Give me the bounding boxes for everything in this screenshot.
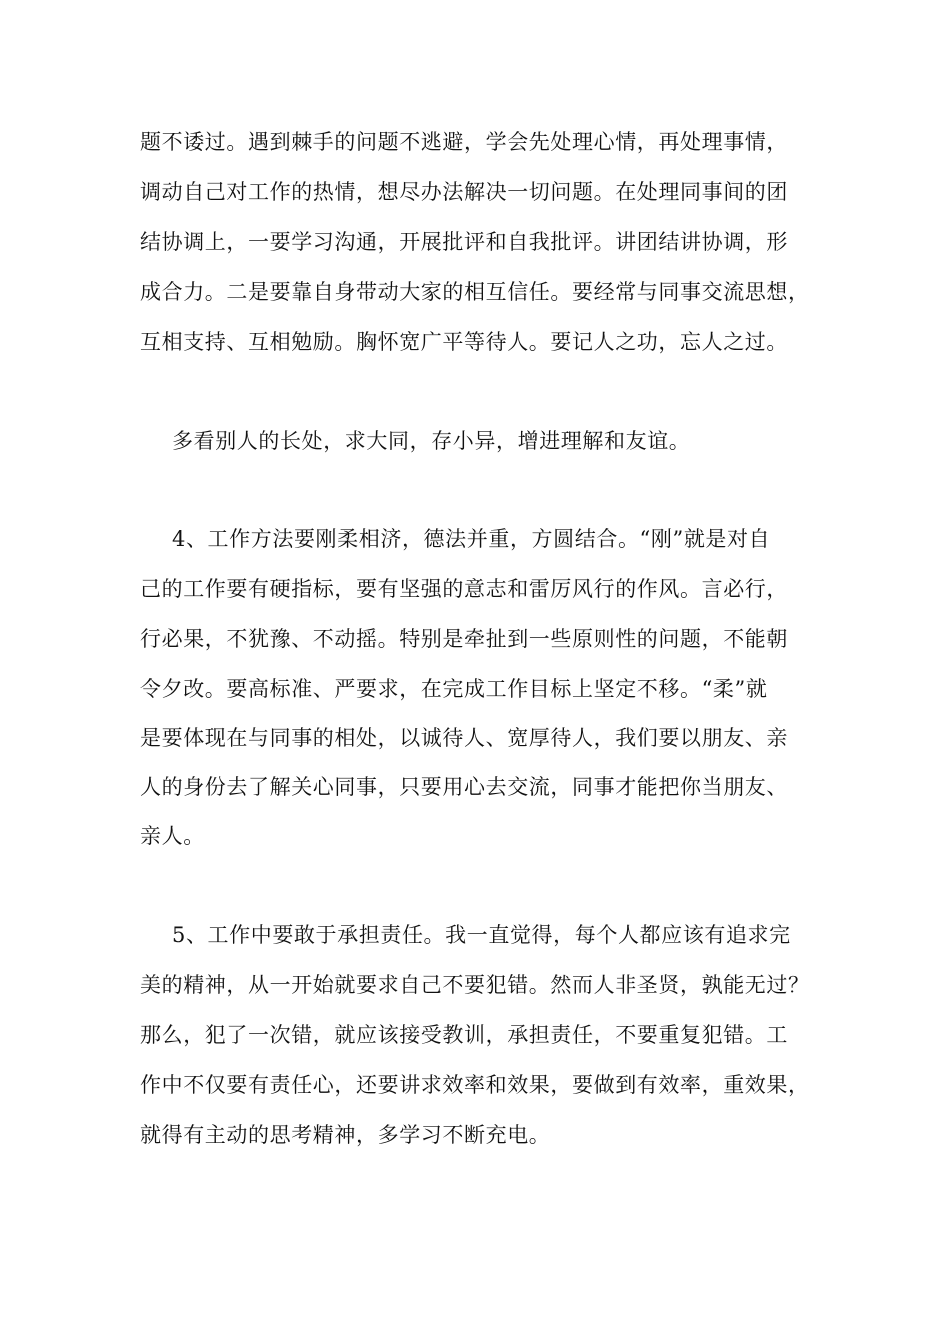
paragraph-line: 互相支持、互相勉励。胸怀宽广平等待人。要记人之功，忘人之过。 xyxy=(140,330,788,354)
paragraph-line: 亲人。 xyxy=(140,824,205,848)
paragraph-line: 己的工作要有硬指标，要有坚强的意志和雷厉风行的作风。言必行， xyxy=(140,577,788,601)
paragraph-line: 结协调上，一要学习沟通，开展批评和自我批评。讲团结讲协调，形 xyxy=(140,230,788,254)
paragraph-line: 人的身份去了解关心同事，只要用心去交流，同事才能把你当朋友、 xyxy=(140,775,788,799)
paragraph-line: 多看别人的长处，求大同，存小异，增进理解和友谊。 xyxy=(172,429,691,453)
paragraph-line: 行必果，不犹豫、不动摇。特别是牵扯到一些原则性的问题，不能朝 xyxy=(140,627,788,651)
paragraph-line: 5、工作中要敢于承担责任。我一直觉得，每个人都应该有追求完 xyxy=(172,923,791,947)
paragraph-line: 美的精神，从一开始就要求自己不要犯错。然而人非圣贤，孰能无过？ xyxy=(140,973,810,997)
paragraph-line: 令夕改。要高标准、严要求，在完成工作目标上坚定不移。“柔”就 xyxy=(140,677,768,701)
paragraph-line: 是要体现在与同事的相处，以诚待人、宽厚待人，我们要以朋友、亲 xyxy=(140,726,788,750)
paragraph-line: 题不诿过。遇到棘手的问题不逃避，学会先处理心情，再处理事情， xyxy=(140,130,788,154)
paragraph-line: 调动自己对工作的热情，想尽办法解决一切问题。在处理同事间的团 xyxy=(140,180,788,204)
paragraph-line: 那么，犯了一次错，就应该接受教训，承担责任，不要重复犯错。工 xyxy=(140,1023,788,1047)
paragraph-line: 成合力。二是要靠自身带动大家的相互信任。要经常与同事交流思想， xyxy=(140,280,810,304)
paragraph-line: 作中不仅要有责任心，还要讲求效率和效果，要做到有效率，重效果， xyxy=(140,1073,810,1097)
paragraph-line: 4、工作方法要刚柔相济，德法并重，方圆结合。“刚”就是对自 xyxy=(172,527,771,551)
paragraph-line: 就得有主动的思考精神，多学习不断充电。 xyxy=(140,1123,551,1147)
